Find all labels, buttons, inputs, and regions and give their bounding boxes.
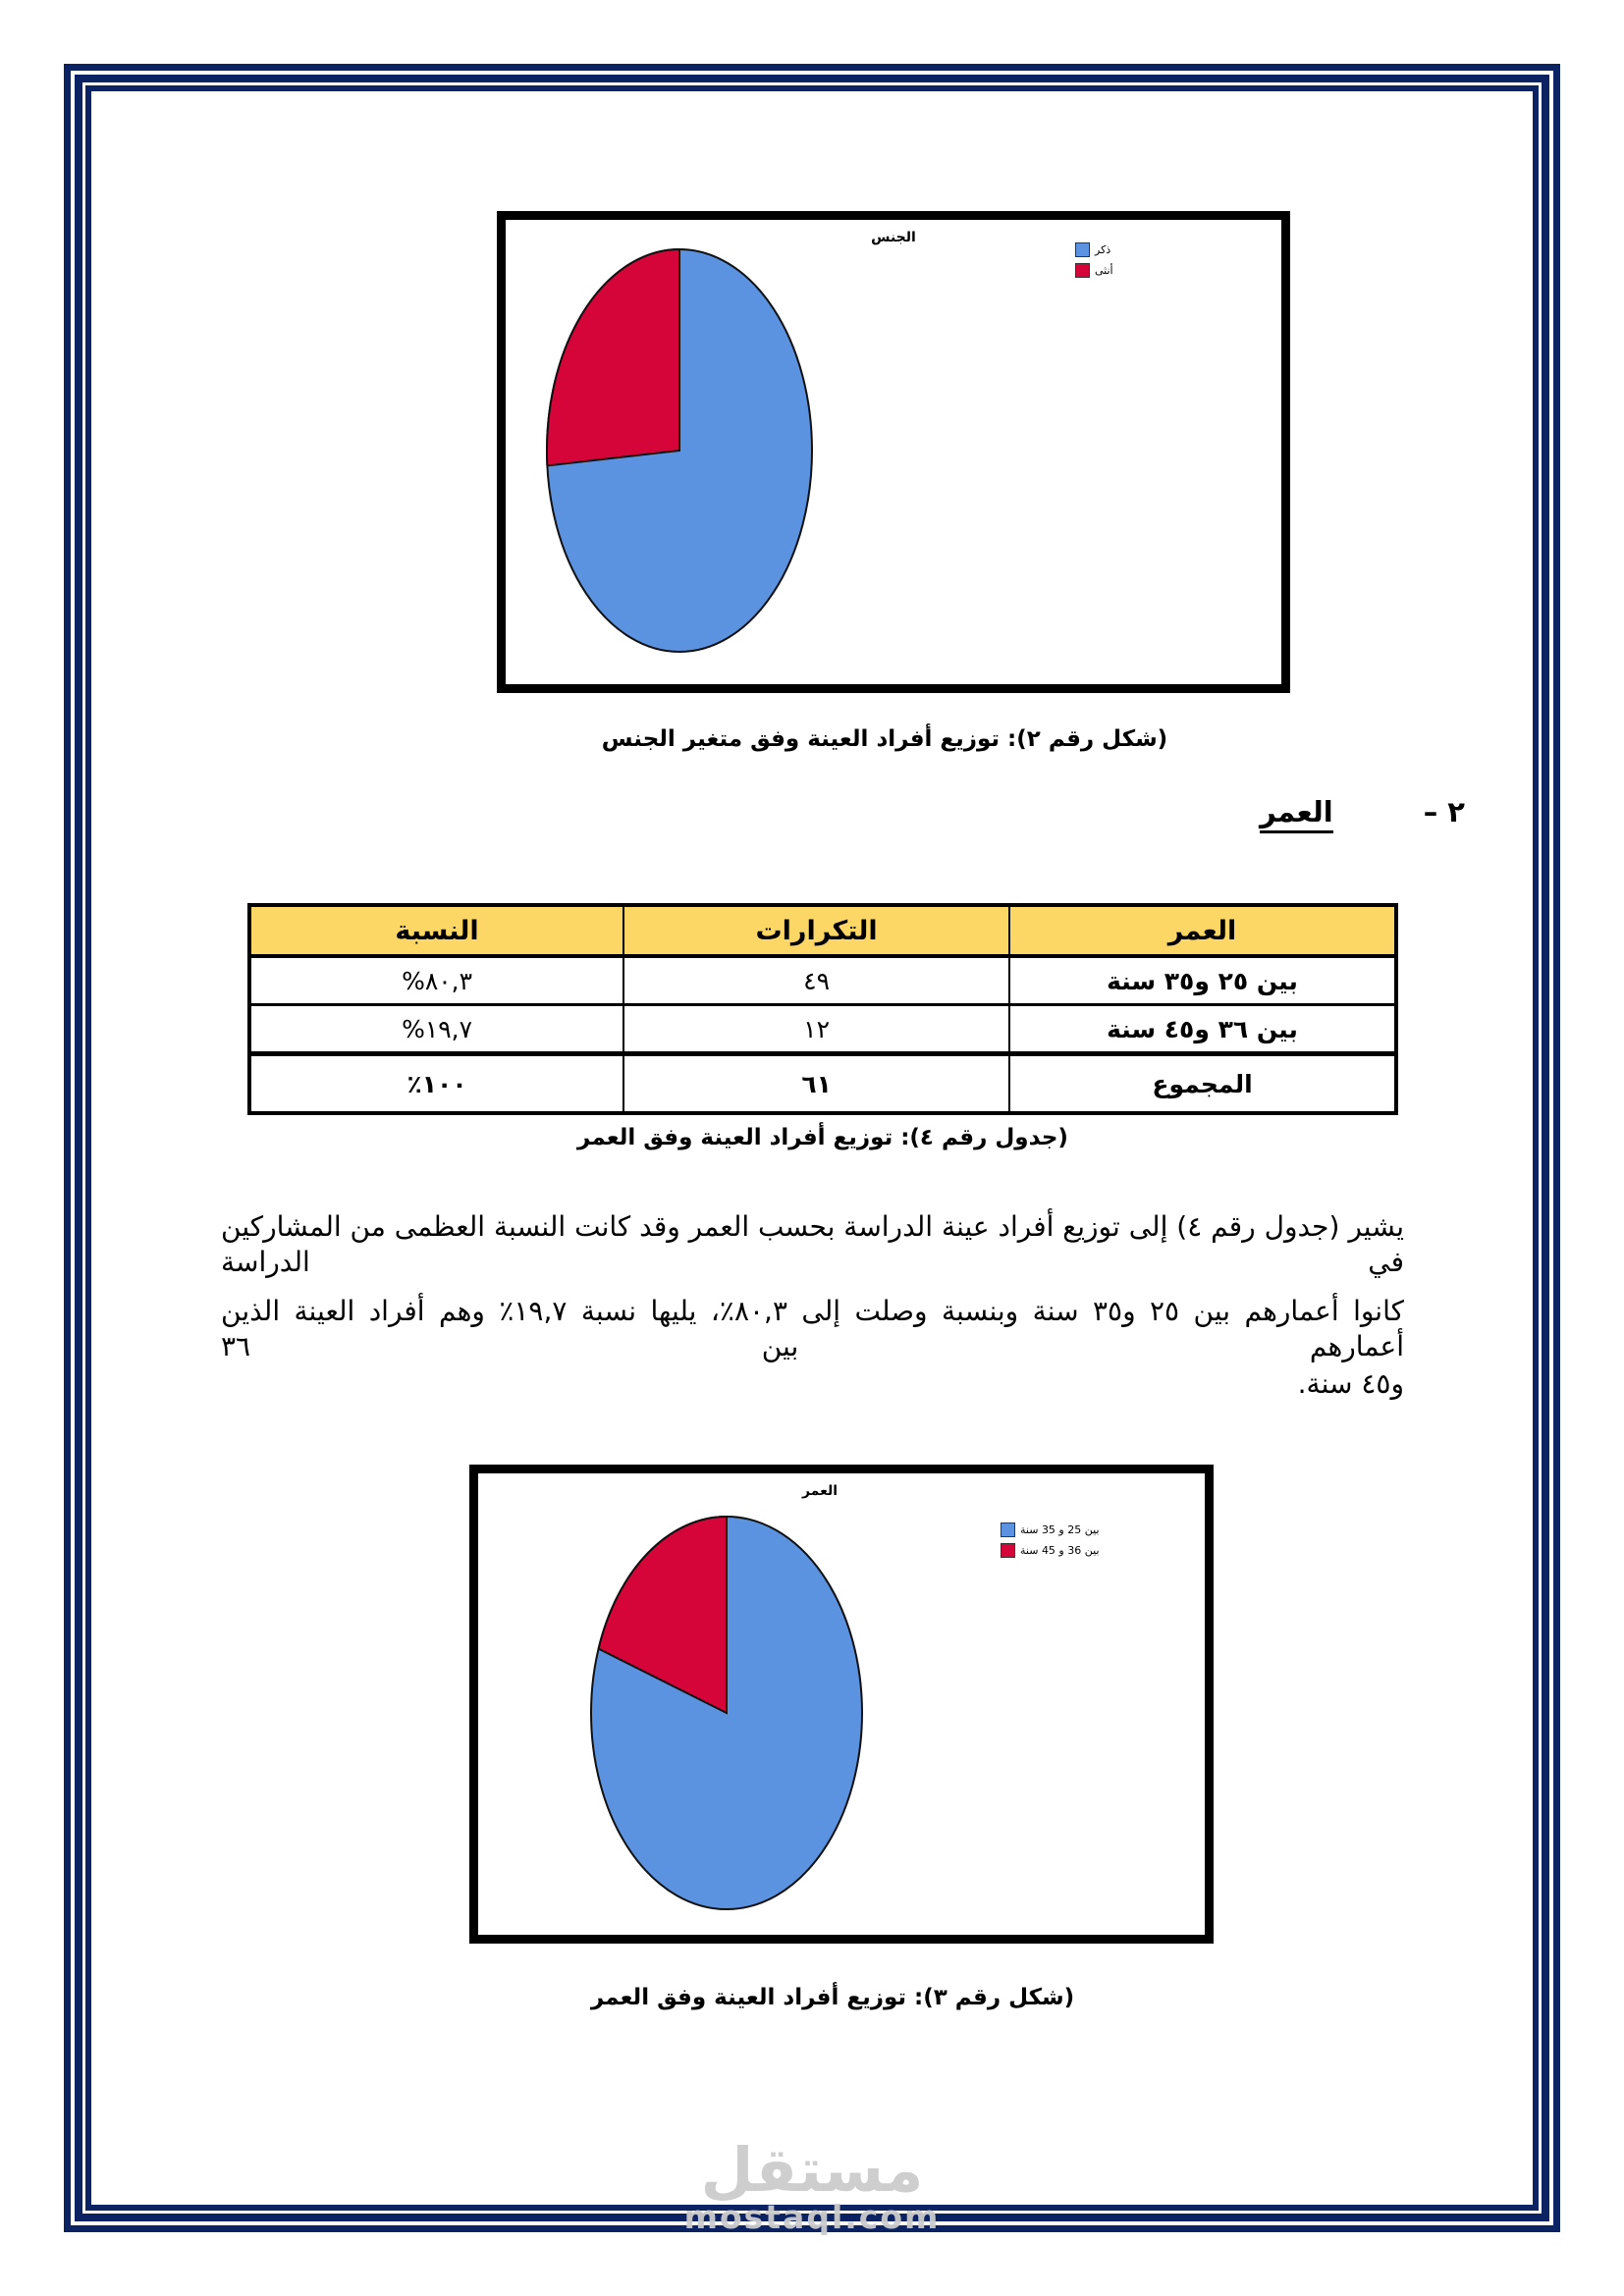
- paragraph-line-2: كانوا أعمارهم بين ٢٥ و٣٥ سنة وبنسبة وصلت إلى ٨٠,٣٪، يليها نسبة ١٩,٧٪ وهم أفراد العينة الذين أعمارهم بين ٣٦: [221, 1295, 1404, 1363]
- paragraph-line-3: و٤٥ سنة.: [1297, 1367, 1404, 1400]
- figure3-caption: (شكل رقم ٣): توزيع أفراد العينة وفق العمر: [590, 1985, 1075, 2010]
- paragraph-line-1: يشير (جدول رقم ٤) إلى توزيع أفراد عينة الدراسة بحسب العمر وقد كانت النسبة العظمى من المشاركين في الدراسة: [221, 1210, 1404, 1279]
- cell-total-freq: ٦١: [623, 1054, 1009, 1114]
- table-row: [249, 1005, 1396, 1054]
- legend-label-female: أنثى: [1095, 264, 1113, 277]
- legend-label-25-35: بين 25 و 35 سنة: [1020, 1523, 1100, 1536]
- section-heading-age: [1260, 795, 1465, 833]
- age-chart-frame: [469, 1465, 1214, 1944]
- age-pie-chart: [478, 1473, 1187, 1917]
- header-frequency: التكرارات: [623, 905, 1009, 956]
- figure2-caption: (شكل رقم ٢): توزيع أفراد العينة وفق متغير الجنس: [601, 726, 1168, 752]
- cell-freq-12: ١٢: [623, 1005, 1009, 1054]
- age-chart-title: العمر: [801, 1483, 839, 1499]
- gender-pie-chart: [506, 220, 1264, 667]
- cell-total-pct: ٪١٠٠: [249, 1054, 623, 1114]
- watermark-domain: mostaql.com: [683, 2198, 941, 2236]
- cell-freq-49: ٤٩: [623, 956, 1009, 1005]
- cell-total-label: المجموع: [1009, 1054, 1396, 1114]
- cell-age-25-35: بين ٢٥ و٣٥ سنة: [1009, 956, 1396, 1005]
- legend-label-36-45: بين 36 و 45 سنة: [1020, 1544, 1100, 1557]
- table-header-row: [249, 905, 1396, 956]
- table4-caption: (جدول رقم ٤): توزيع أفراد العينة وفق العمر: [577, 1125, 1068, 1150]
- legend-label-male: ذكر: [1095, 243, 1111, 256]
- watermark: [683, 2134, 941, 2236]
- header-percentage: النسبة: [249, 905, 623, 956]
- cell-age-36-45: بين ٣٦ و٤٥ سنة: [1009, 1005, 1396, 1054]
- gender-chart-frame: [497, 211, 1290, 693]
- table-total-row: [249, 1054, 1396, 1114]
- watermark-logo: مستقل: [700, 2134, 924, 2206]
- gender-chart-title: الجنس: [871, 230, 916, 245]
- table-row: [249, 956, 1396, 1005]
- heading-number: ٢ –: [1423, 795, 1465, 828]
- age-frequency-table: [247, 903, 1398, 1115]
- cell-pct-19-7: %١٩,٧: [249, 1005, 623, 1054]
- cell-pct-80-3: %٨٠,٣: [249, 956, 623, 1005]
- header-age: العمر: [1009, 905, 1396, 956]
- heading-title: العمر: [1260, 795, 1333, 833]
